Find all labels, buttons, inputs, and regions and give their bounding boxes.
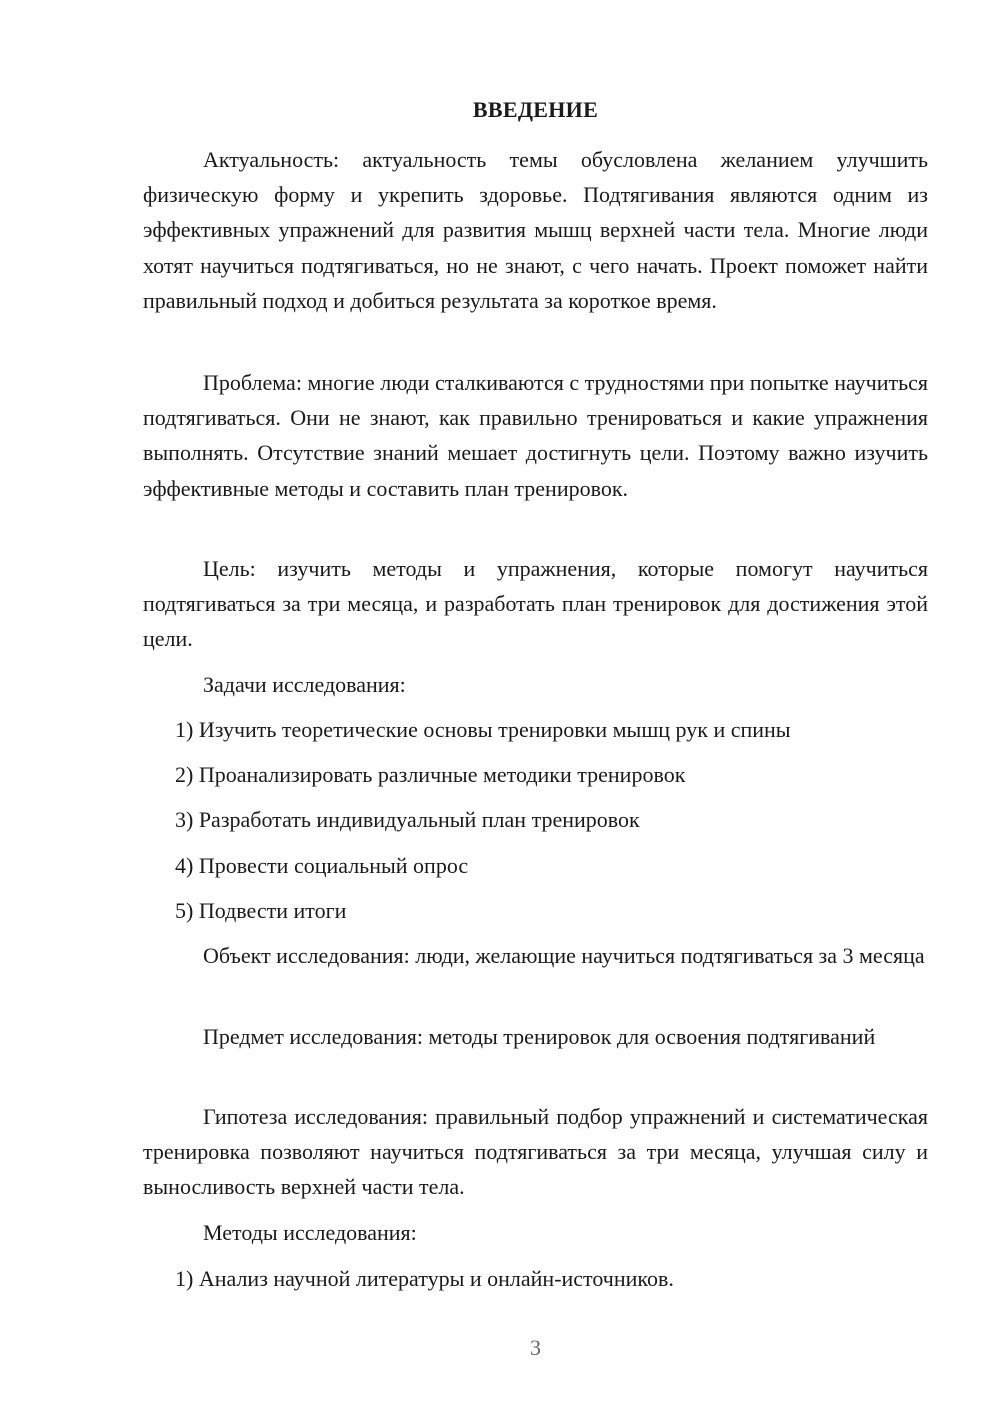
hypothesis-paragraph: Гипотеза исследования: правильный подбор упражнений и систематическая тренировка позволяют научиться подтягиваться за три месяца, улучшая силу и выносливость верхней части тела. [143, 1104, 928, 1200]
methods-heading: Методы исследования: [203, 1220, 417, 1245]
document-page [143, 0, 928, 1414]
task-item: 5) Подвести итоги [175, 898, 347, 923]
task-item: 2) Проанализировать различные методики тренировок [175, 762, 686, 787]
object-paragraph: Объект исследования: люди, желающие научиться подтягиваться за 3 месяца [203, 943, 925, 968]
page-number: 3 [530, 1335, 541, 1360]
subject-paragraph: Предмет исследования: методы тренировок для освоения подтягиваний [203, 1024, 876, 1049]
tasks-heading: Задачи исследования: [203, 672, 406, 697]
task-item: 1) Изучить теоретические основы тренировки мышц рук и спины [175, 717, 791, 742]
goal-paragraph: Цель: изучить методы и упражнения, которые помогут научиться подтягиваться за три месяца, и разработать план тренировок для достижения этой цели. [143, 556, 928, 652]
method-item: 1) Анализ научной литературы и онлайн-источников. [175, 1266, 674, 1291]
problem-paragraph: Проблема: многие люди сталкиваются с трудностями при попытке научиться подтягиваться. Они не знают, как правильно тренироваться и какие упражнения выполнять. Отсутствие знаний мешает достигнуть цели. Поэтому важно изучить эффективные методы и составить план тренировок. [143, 370, 928, 501]
relevance-paragraph: Актуальность: актуальность темы обусловлена желанием улучшить физическую форму и укрепить здоровье. Подтягивания являются одним из эффективных упражнений для развития мышц верхней части тела. Многие люди хотят научиться подтягиваться, но не знают, с чего начать. Проект поможет найти правильный подход и добиться результата за короткое время. [143, 147, 928, 313]
task-item: 3) Разработать индивидуальный план тренировок [175, 807, 640, 832]
section-title: ВВЕДЕНИЕ [472, 97, 599, 122]
task-item: 4) Провести социальный опрос [175, 853, 469, 878]
